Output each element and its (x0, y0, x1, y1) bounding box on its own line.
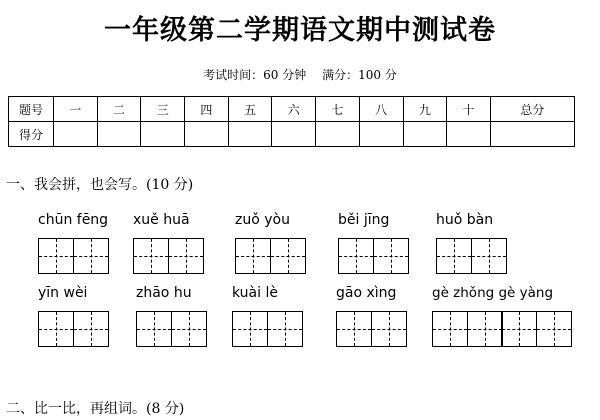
tian-ge-box[interactable] (270, 238, 306, 274)
tian-ge-box[interactable] (171, 311, 207, 347)
header-cell: 八 (359, 97, 403, 122)
tian-ge-box[interactable] (336, 311, 372, 347)
header-cell: 六 (272, 97, 316, 122)
tian-ge-box[interactable] (235, 238, 271, 274)
header-cell: 一 (54, 97, 98, 122)
full-score: 满分：100 分 (322, 68, 397, 82)
tian-ge-box[interactable] (136, 311, 172, 347)
tian-ge-box[interactable] (471, 238, 507, 274)
writing-boxes (235, 238, 304, 274)
writing-boxes (136, 311, 205, 347)
header-cell: 五 (228, 97, 272, 122)
pinyin-text: huǒ bàn (436, 212, 494, 228)
tian-ge-box[interactable] (432, 311, 468, 347)
section-2-heading: 二、比一比，再组词。(8 分) (6, 401, 185, 417)
tian-ge-box[interactable] (133, 238, 169, 274)
exam-info (0, 66, 600, 83)
writing-boxes (432, 311, 570, 347)
tian-ge-box[interactable] (371, 311, 407, 347)
score-table-header-row (9, 97, 575, 122)
tian-ge-box[interactable] (38, 238, 74, 274)
writing-boxes (38, 311, 107, 347)
writing-boxes (38, 238, 107, 274)
pinyin-text: yīn wèi (38, 285, 88, 301)
tian-ge-box[interactable] (501, 311, 537, 347)
header-cell: 七 (316, 97, 360, 122)
writing-boxes (338, 238, 407, 274)
writing-boxes (133, 238, 202, 274)
tian-ge-box[interactable] (373, 238, 409, 274)
score-cell[interactable] (228, 122, 272, 147)
section-1-heading: 一、我会拼，也会写。(10 分) (6, 177, 194, 193)
tian-ge-box[interactable] (232, 311, 268, 347)
header-cell: 三 (141, 97, 185, 122)
pinyin-text: xuě huā (133, 212, 190, 228)
tian-ge-box[interactable] (73, 311, 109, 347)
header-cell: 十 (447, 97, 491, 122)
tian-ge-box[interactable] (168, 238, 204, 274)
score-cell[interactable] (272, 122, 316, 147)
pinyin-text: gè zhǒng gè yàng (432, 285, 554, 301)
score-cell[interactable] (447, 122, 491, 147)
header-cell: 九 (403, 97, 447, 122)
pinyin-text: chūn fēng (38, 212, 109, 228)
pinyin-text: kuài lè (232, 285, 278, 301)
tian-ge-box[interactable] (73, 238, 109, 274)
pinyin-text: zuǒ yòu (235, 212, 290, 228)
score-cell[interactable] (359, 122, 403, 147)
score-row-label: 得分 (9, 122, 54, 147)
header-cell: 总分 (490, 97, 574, 122)
tian-ge-box[interactable] (536, 311, 572, 347)
score-cell[interactable] (490, 122, 574, 147)
score-cell[interactable] (97, 122, 141, 147)
tian-ge-box[interactable] (38, 311, 74, 347)
writing-boxes (232, 311, 301, 347)
score-cell[interactable] (185, 122, 229, 147)
score-cell[interactable] (403, 122, 447, 147)
pinyin-text: zhāo hu (136, 285, 192, 301)
tian-ge-box[interactable] (467, 311, 503, 347)
writing-boxes (336, 311, 405, 347)
header-cell: 题号 (9, 97, 54, 122)
pinyin-text: gāo xìng (336, 285, 397, 301)
score-cell[interactable] (54, 122, 98, 147)
header-cell: 四 (185, 97, 229, 122)
score-table-score-row (9, 122, 575, 147)
page-title: 一年级第二学期语文期中测试卷 (104, 15, 496, 46)
pinyin-text: běi jīng (338, 212, 390, 228)
tian-ge-box[interactable] (267, 311, 303, 347)
score-cell[interactable] (141, 122, 185, 147)
tian-ge-box[interactable] (338, 238, 374, 274)
header-cell: 二 (97, 97, 141, 122)
tian-ge-box[interactable] (436, 238, 472, 274)
score-cell[interactable] (316, 122, 360, 147)
exam-time: 考试时间：60 分钟 (203, 68, 307, 82)
score-table (8, 96, 575, 147)
writing-boxes (436, 238, 505, 274)
